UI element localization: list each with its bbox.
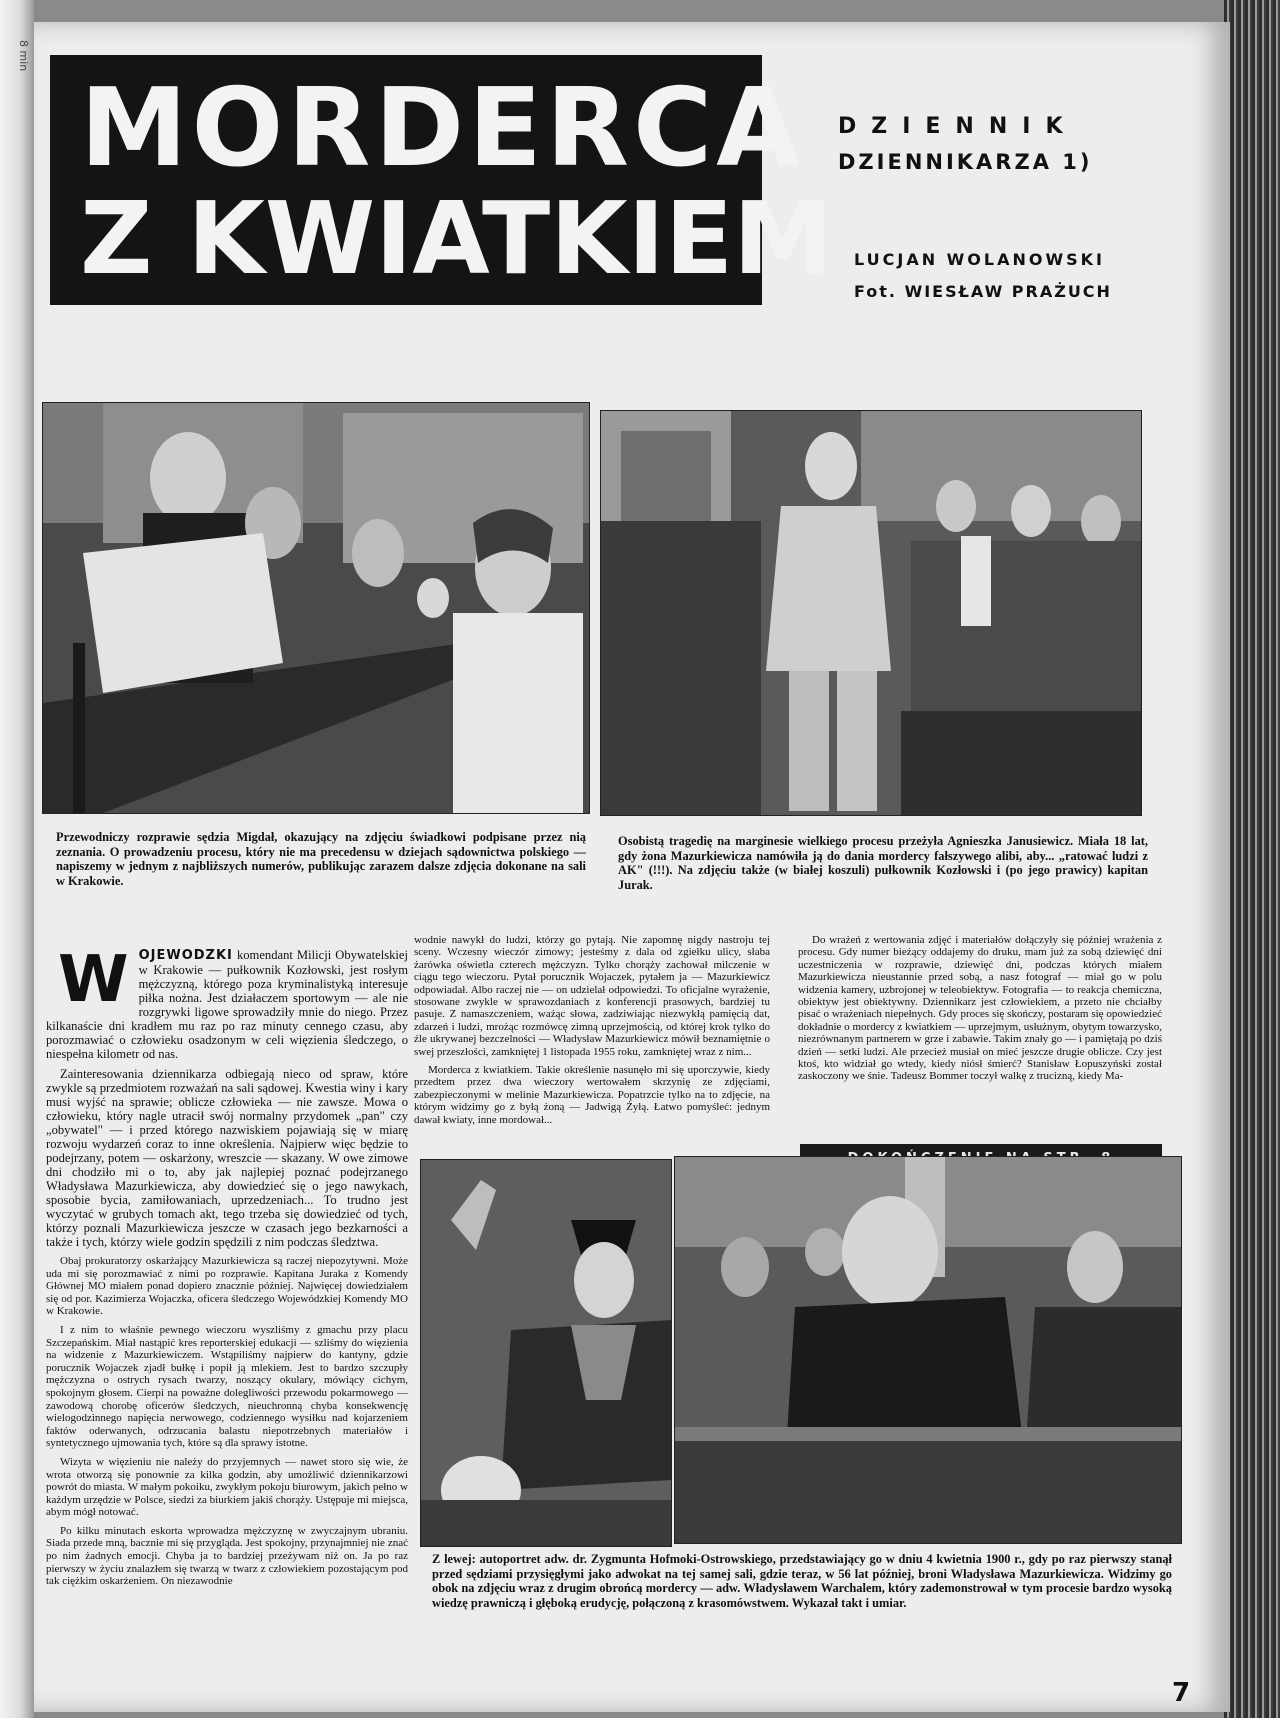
photo-witness-in-courtroom — [600, 410, 1142, 816]
lead-word: OJEWÓDZKI — [138, 948, 233, 963]
caption-photo-2: Osobistą tragedię na marginesie wielkiego procesu przeżyła Agnieszka Janusiewicz. Miała 18 lat, gdy żona Mazurkiewicza namówiła ją do dania mordercy fałszywego alibi, aby... „ratować ludzi z AK" (!!!). Na zdjęciu także (w białej koszuli) pułkownik Kozłowski i (po jego prawicy) kapitan Jurak. — [618, 834, 1148, 892]
photographer-credit: Fot. WIESŁAW PRAŻUCH — [854, 282, 1112, 301]
book-binding-edge — [1224, 0, 1280, 1718]
page-number: 7 — [1172, 1678, 1191, 1708]
title-block — [50, 55, 833, 305]
caption-photos-3-4: Z lewej: autoportret adw. dr. Zygmunta Hofmoki-Ostrowskiego, przedstawiający go w dniu 4 kwietnia 1900 r., gdy po raz pierwszy stanął przed sędziami przysięgłymi jako adwokat na tej samej sali, gdzie teraz, w 56 lat później, broni Władysława Mazurkiewicza. Widzimy go obok na zdjęciu wraz z drugim obrońcą mordercy — adw. Władysławem Warchalem, który zademonstrował w tym procesie bardzo wysoką wiedzę prawniczą i głęboką erudycję, połączoną z krasomówstwem. Wykazał takt i umiar. — [432, 1552, 1172, 1610]
paragraph: Po kilku minutach eskorta wprowadza mężczyznę w zwyczajnym ubraniu. Siada przede mną, bacznie mi się przygląda. Jest spokojny, przynajmniej nie znać po nim żadnych emocji. Chyba ja to bardziej przeżywam niż on. Ja po raz pierwszy w życiu znalazłem się twarzą w twarz z człowiekiem pozostającym pod tak ciężkim oskarżeniem. On niezawodnie — [46, 1524, 408, 1588]
paragraph: wodnie nawykł do ludzi, którzy go pytają. Nie zapomnę nigdy nastroju tej sceny. Wczesny wieczór zimowy; jesteśmy z dala od zgiełku ulicy, słaba żarówka oświetla czterech mężczyzn. Tylko chorąży zachował milczenie w ciągu tego wieczoru. Pytał porucznik Wojaczek, pytałem ja — Mazurkiewicz odpowiadał. Albo raczej nie — on udzielał odpowiedzi. To oficjalne wyrażenie, stosowane zwykle w sprawozdaniach z konferencji prasowych, bardziej tu pasuje. Z namaszczeniem, ważąc słowa, zadziwiając niezwykłą pamięcią dat, zdarzeń i ludzi, mrożąc rozmówcę zimną uprzejmością, od której krok tylko do źle ukrywanej bezczelności — Władysław Mazurkiewicz mówił beznamiętnie o swej przeszłości, zamkniętej 1 listopada 1955 roku, zamkniętej wraz z nim... — [414, 934, 770, 1058]
magazine-page — [34, 22, 1230, 1712]
headline-line-2: Z KWIATKIEM — [80, 180, 833, 297]
photo-judge-and-witness — [42, 402, 590, 814]
caption-photo-1: Przewodniczy rozprawie sędzia Migdał, okazujący na zdjęciu świadkowi podpisane przez nią zeznania. O prowadzeniu procesu, który nie ma precedensu w dziejach sądownictwa polskiego — napiszemy w jednym z najbliższych numerów, publikując zarazem dalsze zdjęcia dokonane na sali w Krakowie. — [56, 830, 586, 888]
photo-self-portrait-painting — [420, 1159, 672, 1547]
paragraph: Zainteresowania dziennikarza odbiegają nieco od spraw, które zwykle są przedmiotem rozważań na sali sądowej. Kwestia winy i kary musi wyjść na sprawie; oblicze człowieka — nie zawsze. Mowa o człowieku, który nagle utracił swój normalny przydomek „pan" czy „obywatel" — i przed którego nazwiskiem pojawiają się w miarę rozwoju wydarzeń coraz to inne określenia. Najpierw więc będzie to podejrzany, potem — oskarżony, wreszcie — skazany. W owe zimowe dni chodziło mi o to, aby jak najlepiej poznać podejrzanego Władysława Mazurkiewicza, aby dowiedzieć się o jego nawykach, sposobie bycia, zamiłowaniach, uprzedzeniach... To trudno jest wyczytać w grubych tomach akt, tego trzeba się dowiedzieć od tych, którzy poznali Mazurkiewicza jeszcze w czasach jego bezkarności a także i tych, którzy wiele godzin spędzili z nim podczas śledztwa. — [46, 1067, 408, 1249]
edge-text: 8 min — [17, 40, 30, 72]
series-title: DZIENNIK — [838, 114, 1078, 139]
paragraph-text: komendant Milicji Obywatelskiej w Krakowie — pułkownik Kozłowski, jest rosłym mężczyzną, którego poza kryminalistyką interesuje piłka nożna. Jest działaczem sportowym — ale nie rozgrywki ligowe sprowadziły mnie do niego. Przez kilkanaście dni kradłem mu raz po raz minuty cennego czasu, aby porozmawiać o człowieku osadzonym w celi więzienia śledczego, o niespełna kilometr od nas. — [46, 948, 408, 1061]
article-column-1 — [46, 948, 408, 1696]
paragraph: I z nim to właśnie pewnego wieczoru wyszliśmy z gmachu przy placu Szczepańskim. Miał nastąpić kres reporterskiej edukacji — szliśmy do więzienia na widzenie z Mazurkiewiczem. Wstąpiliśmy najpierw do kantyny, gdzie porucznik Wojaczek zjadł bułkę i popił ją mlekiem. Jest to bardzo szczupły mężczyzna o ostrych rysach twarzy, noszący okulary, mówiący cichym, spokojnym głosem. Cierpi na poważne dolegliwości przewodu pokarmowego — zawodową chorobę oficerów śledczych, nieuchronną chyba konsekwencję wielogodzinnego napięcia nerwowego, codziennego wysiłku nad kojarzeniem faktów oderwanych, odrzucania balastu niepotrzebnych materiałów i syntetycznego ujmowania tych, które są dla sprawy istotne. — [46, 1323, 408, 1450]
series-subtitle: DZIENNIKARZA 1) — [838, 150, 1093, 174]
photo-defense-attorneys — [674, 1156, 1182, 1544]
left-page-edge — [0, 0, 34, 1718]
paragraph: Wizyta w więzieniu nie należy do przyjemnych — nawet storo się wie, że wrota otworzą się ponownie za kilka godzin, aby umożliwić dziennikarzowi powrót do miasta. W małym pokoiku, zwykłym pokoju biurowym, jakich pełno w każdym urzędzie w Polsce, siedzi za biurkiem jakiś chorąży. Ustępuje mi miejsca, abym mógł notować. — [46, 1455, 408, 1519]
paragraph: Do wrażeń z wertowania zdjęć i materiałów dołączyły się później wrażenia z procesu. Gdy numer bieżący oddajemy do druku, mam już za sobą dziewięć dni uczestniczenia w rozprawie, dziewięć dni, podczas których miałem Mazurkiewicza nieustannie przed sobą, a nasz fotograf — miał go w polu widzenia kamery, uzbrojonej w teleobiektyw. Fotografia — to reakcja chemiczna, obiektyw jest obiektywny. Dziennikarz jest człowiekiem, a przeto nie chciałby pisać o wrażeniach niepełnych. Gdy proces się skończy, postaram się opowiedzieć dokładnie o mordercy z kwiatkiem — uprzejmym, usłużnym, obytym towarzysko, niezrównanym partnerem w grze i zabawie. Takim znały go — i pamiętają po dziś dzień — setki ludzi. Ale przecież musiał on mieć jeszcze drugie oblicze. Czy jest ktoś, kto widział go wtedy, kiedy niósł śmierć? Stanisław Łopuszyński został zaskoczony we śnie. Tadeusz Bommer toczył walkę z trucizną, kiedy Ma- — [798, 934, 1162, 1083]
paragraph: Morderca z kwiatkiem. Takie określenie nasunęło mi się uporczywie, kiedy przedtem przez dwa wieczory wertowałem skrzynię ze zdjęciami, zabezpieczonymi w melinie Mazurkiewicza. Popatrzcie tylko na to zdjęcie, na którym widzimy go z byłą żoną — Jadwigą Żyłą. Łatwo pomyśleć: jednym dawał kwiaty, inne mordował... — [414, 1064, 770, 1126]
paragraph: Obaj prokuratorzy oskarżający Mazurkiewicza są raczej niepozytywni. Może uda mi się porozmawiać z nimi po rozprawie. Kapitana Juraka z Komendy Głównej MO miałem ponad dopiero znacznie później. Najwięcej dowiedziałem się od por. Kazimierza Wojaczka, oficera śledczego Wojewódzkiej Komendy MO w Krakowie. — [46, 1255, 408, 1318]
article-column-2 — [414, 934, 770, 1174]
article-column-3 — [798, 934, 1162, 1150]
drop-cap: W — [58, 948, 129, 1017]
headline-line-1: MORDERCA — [80, 66, 804, 191]
author-name: LUCJAN WOLANOWSKI — [854, 250, 1105, 269]
byline-block — [800, 84, 1160, 314]
lead-paragraph — [46, 948, 408, 1061]
